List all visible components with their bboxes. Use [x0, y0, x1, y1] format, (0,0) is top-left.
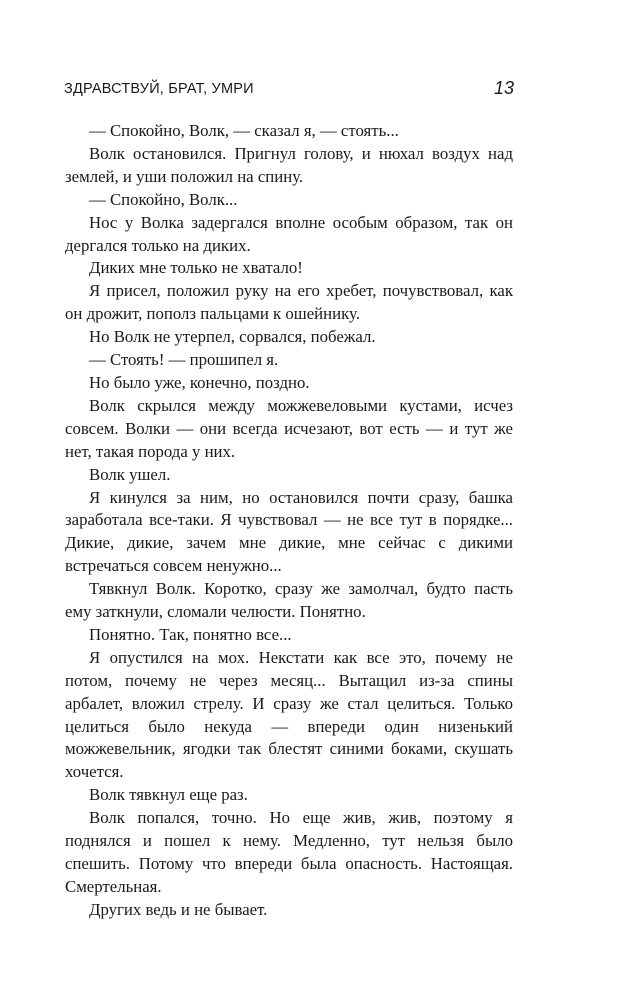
paragraph: Волк скрылся между можжевеловыми кустами, исчез совсем. Волки — они всегда исчезают, вот есть — и тут же нет, такая порода у них.: [65, 395, 513, 461]
paragraph: Нос у Волка задергался вполне особым образом, так он дергался только на диких.: [65, 212, 513, 255]
running-header: [64, 78, 514, 102]
paragraph: Я присел, положил руку на его хребет, почувствовал, как он дрожит, пополз пальцами к ошейнику.: [65, 281, 513, 324]
paragraph: Других ведь и не бывает.: [89, 899, 268, 919]
paragraph: — Спокойно, Волк, — сказал я, — стоять...: [89, 121, 399, 140]
paragraph: Волк попался, точно. Но еще жив, жив, поэтому я поднялся и пошел к нему. Медленно, тут нельзя было спешить. Потому что впереди была опасность. Настоящая. Смертельная.: [65, 808, 513, 896]
body-text: [65, 120, 513, 922]
paragraph: Я опустился на мох. Некстати как все это, почему не потом, почему не через месяц... Вытащил из-за спины арбалет, вложил стрелу. И сразу же стал целиться. Только целиться было некуда — впереди один низенький можжевельник, ягодки так блестят синими боками, скушать хочется.: [65, 647, 513, 782]
paragraph: Тявкнул Волк. Коротко, сразу же замолчал, будто пасть ему заткнули, сломали челюсти. Понятно.: [65, 579, 513, 622]
paragraph: Волк ушел.: [89, 464, 171, 484]
paragraph: Волк остановился. Пригнул голову, и нюхал воздух над землей, и уши положил на спину.: [65, 143, 513, 186]
book-title: ЗДРАВСТВУЙ, БРАТ, УМРИ: [64, 81, 254, 97]
paragraph: Но было уже, конечно, поздно.: [89, 372, 310, 392]
paragraph: Я кинулся за ним, но остановился почти сразу, башка заработала все-таки. Я чувствовал — не все тут в порядке... Дикие, дикие, зачем мне дикие, мне сейчас с дикими встречаться совсем ненужно...: [65, 487, 513, 576]
paragraph: — Стоять! — прошипел я.: [89, 350, 279, 370]
paragraph: Понятно. Так, понятно все...: [89, 624, 292, 644]
paragraph: Диких мне только не хватало!: [89, 258, 303, 278]
paragraph: — Спокойно, Волк...: [89, 189, 238, 209]
page-number: 13: [493, 78, 514, 98]
paragraph: Но Волк не утерпел, сорвался, побежал.: [89, 327, 376, 347]
paragraph: Волк тявкнул еще раз.: [89, 785, 248, 805]
